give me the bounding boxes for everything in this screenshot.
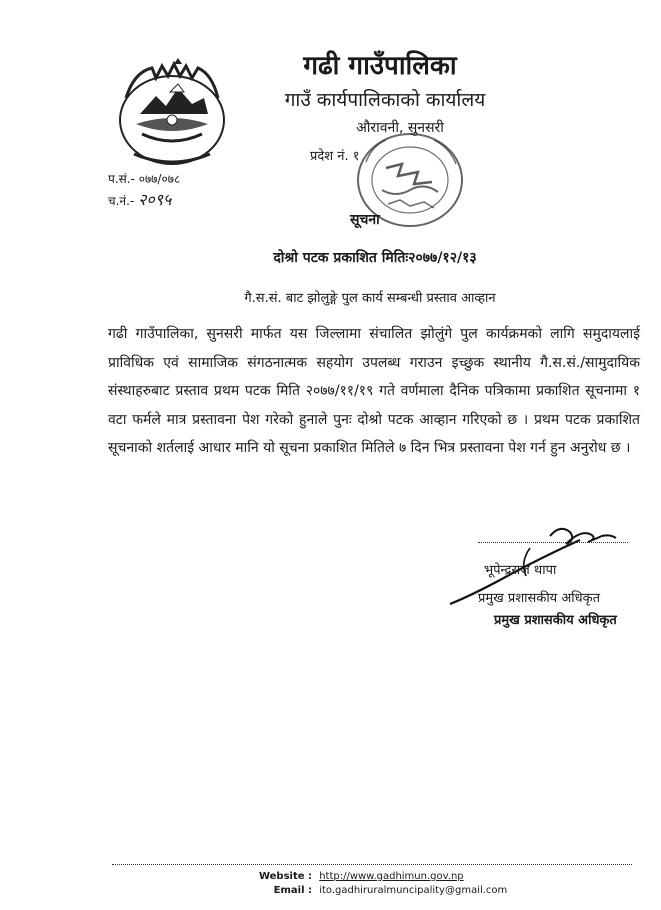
notice-heading: सूचना	[350, 212, 380, 228]
signature-line	[478, 542, 628, 543]
government-emblem-logo	[112, 58, 232, 173]
notice-body: गढी गाउँपालिका, सुनसरी मार्फत यस जिल्लामा संचालित झोलुंगे पुल कार्यक्रमको लागि समुदायलाई प्राविधिक एवं सामाजिक संगठनात्मक सहयोग उपलब्ध गराउन इच्छुक स्थानीय गै.स.सं./सामुदायिक संस्थाहरुबाट प्रस्ताव प्रथम पटक मिति २०७७/११/१९ गते वर्णमाला दैनिक पत्रिकामा प्रकाशित सूचनामा १ वटा फर्मले मात्र प्रस्तावना पेश गरेको हुनाले पुनः दोश्रो पटक आव्हान गरिएको छ । प्रथम पटक प्रकाशित सूचनाको शर्तलाई आधार मानि यो सूचना प्रकाशित मितिले ७ दिन भित्र प्रस्तावना पेश गर्न हुन अनुरोध छ ।	[108, 326, 640, 456]
website-label: Website :	[258, 871, 312, 882]
signatory-title: प्रमुख प्रशासकीय अधिकृत	[478, 591, 601, 606]
dispatch-number: २०९५	[138, 190, 172, 209]
signatory-stamp: प्रमुख प्रशासकीय अधिकृत	[494, 613, 617, 628]
office-address: औरावनी, सुनसरी	[356, 120, 444, 136]
email-label: Email :	[273, 885, 312, 896]
footer-divider	[112, 864, 632, 865]
dispatch-ref	[108, 188, 171, 210]
footer-website	[250, 871, 464, 882]
office-province: प्रदेश नं. १	[310, 149, 360, 164]
publication-date: दोश्रो पटक प्रकाशित मितिः२०७७/१२/१३	[273, 250, 477, 266]
footer-email	[250, 885, 507, 896]
notice-subject: गै.स.सं. बाट झोलुङ्गे पुल कार्य सम्बन्धी प्रस्ताव आव्हान	[244, 291, 496, 306]
office-subtitle: गाउँ कार्यपालिकाको कार्यालय	[284, 89, 486, 111]
email-address[interactable]: ito.gadhiruralmuncipality@gmail.com	[319, 885, 508, 896]
website-link[interactable]: http://www.gadhimun.gov.np	[319, 871, 464, 882]
office-title: गढी गाउँपालिका	[303, 51, 457, 81]
fiscal-year-ref: प.सं.- ०७७/०७८	[108, 172, 181, 186]
dispatch-label: च.नं.-	[108, 194, 135, 208]
signatory-name: भूपेन्द्रराज थापा	[484, 563, 557, 578]
